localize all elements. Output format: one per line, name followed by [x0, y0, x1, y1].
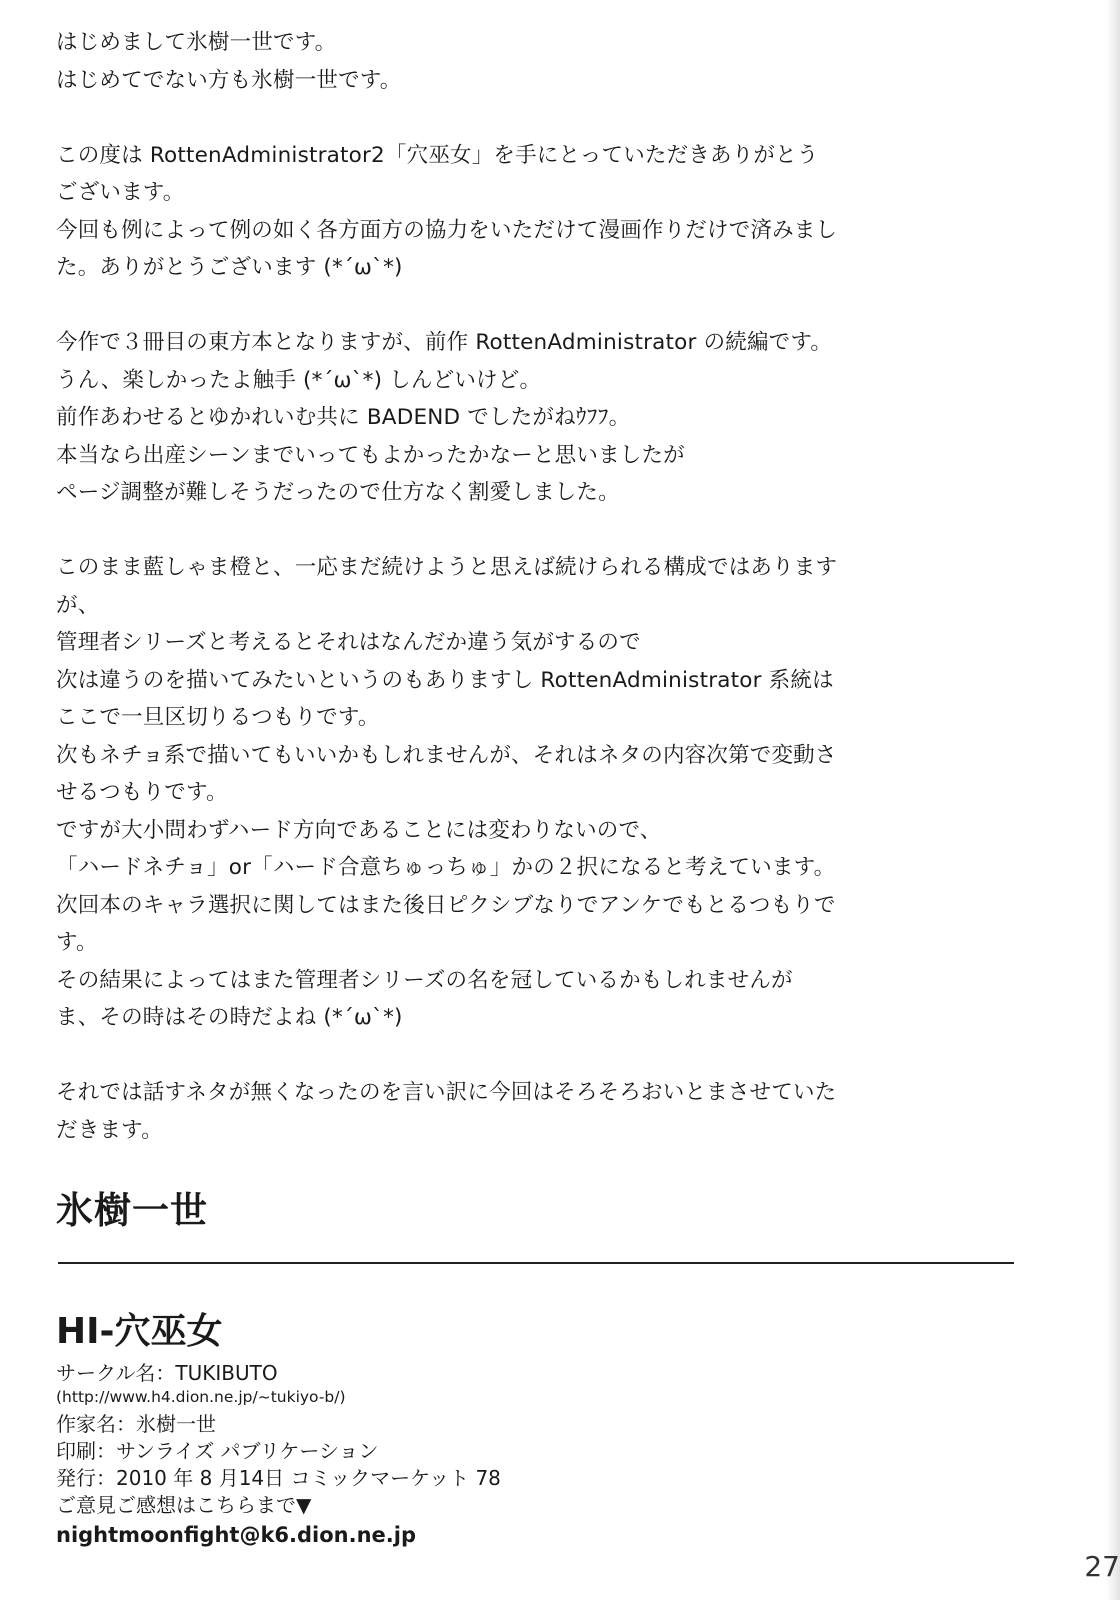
text-line: が、: [56, 592, 100, 618]
text-line: この度は RottenAdministrator2「穴巫女」を手にとっていただきありがとう: [56, 142, 819, 168]
text-line: それでは話すネタが無くなったのを言い訳に今回はそろそろおいとまさせていた: [56, 1080, 837, 1105]
blank-line: [56, 99, 956, 137]
printer-name: 印刷：サンライズ パブリケーション: [56, 1439, 379, 1463]
text-line: 次回本のキャラ選択に関してはまた後日ピクシブなりでアンケでもとるつもりで: [56, 892, 836, 918]
contact-email: nightmoonfight@k6.dion.ne.jp: [56, 1523, 416, 1547]
publish-info: 発行：2010 年 8 月14日 コミックマーケット 78: [56, 1466, 501, 1490]
text-line: その結果によってはまた管理者シリーズの名を冠しているかもしれませんが: [56, 967, 793, 993]
text-line: ここで一旦区切りるつもりです。: [56, 705, 380, 730]
text-line: 本当なら出産シーンまでいってもよかったかなーと思いましたが: [56, 442, 685, 468]
text-line: 今回も例によって例の如く各方面方の協力をいただけて漫画作りだけで済みまし: [56, 217, 838, 243]
text-line: す。: [56, 930, 98, 955]
text-line: 管理者シリーズと考えるとそれはなんだか違う気がするので: [56, 630, 641, 655]
author-signature: 氷樹一世: [56, 1189, 208, 1232]
text-line: 次は違うのを描いてみたいというのもありますし RottenAdministrator 系統は: [56, 667, 834, 693]
text-line: 今作で３冊目の東方本となりますが、前作 RottenAdministrator の続編です。: [56, 330, 833, 355]
text-line: ま、その時はその時だよね (*´ω`*): [56, 1005, 403, 1030]
text-line: 次もネチョ系で描いてもいいかもしれませんが、それはネタの内容次第で変動さ: [56, 742, 837, 768]
blank-line: [56, 512, 956, 550]
colophon: [56, 1310, 756, 1551]
text-line: た。ありがとうございます (*´ω`*): [56, 255, 403, 280]
circle-name: サークル名：TUKIBUTO: [56, 1361, 278, 1385]
page-number: 27: [1084, 1550, 1120, 1583]
circle-url: (http://www.h4.dion.ne.jp/~tukiyo-b/): [56, 1388, 346, 1406]
text-line: うん、楽しかったよ触手 (*´ω`*) しんどいけど。: [56, 367, 542, 393]
text-line: はじめてでない方も氷樹一世です。: [56, 67, 402, 93]
text-line: このまま藍しゃま橙と、一応まだ続けようと思えば続けられる構成ではあります: [56, 555, 838, 580]
text-line: せるつもりです。: [56, 780, 228, 805]
text-line: ページ調整が難しそうだったので仕方なく割愛しました。: [56, 480, 620, 505]
author-name: 作家名：氷樹一世: [56, 1412, 216, 1436]
text-line: 「ハードネチョ」or「ハード合意ちゅっちゅ」かの２択になると考えています。: [56, 855, 836, 880]
text-line: ございます。: [56, 180, 185, 205]
text-line: 前作あわせるとゆかれいむ共に BADEND でしたがねｳﾌﾌ。: [56, 405, 631, 430]
blank-line: [56, 1037, 956, 1075]
text-line: はじめまして氷樹一世です。: [56, 30, 337, 55]
blank-line: [56, 287, 956, 325]
divider-line: [58, 1262, 1014, 1264]
page-edge: [1106, 0, 1120, 1600]
text-line: だきます。: [56, 1117, 163, 1143]
contact-label: ご意見ご感想はこちらまで▼: [56, 1493, 312, 1517]
text-line: ですが大小問わずハード方向であることには変わりないので、: [56, 817, 662, 843]
colophon-title: HI-穴巫女: [56, 1311, 223, 1352]
afterword-text: [56, 24, 956, 1149]
